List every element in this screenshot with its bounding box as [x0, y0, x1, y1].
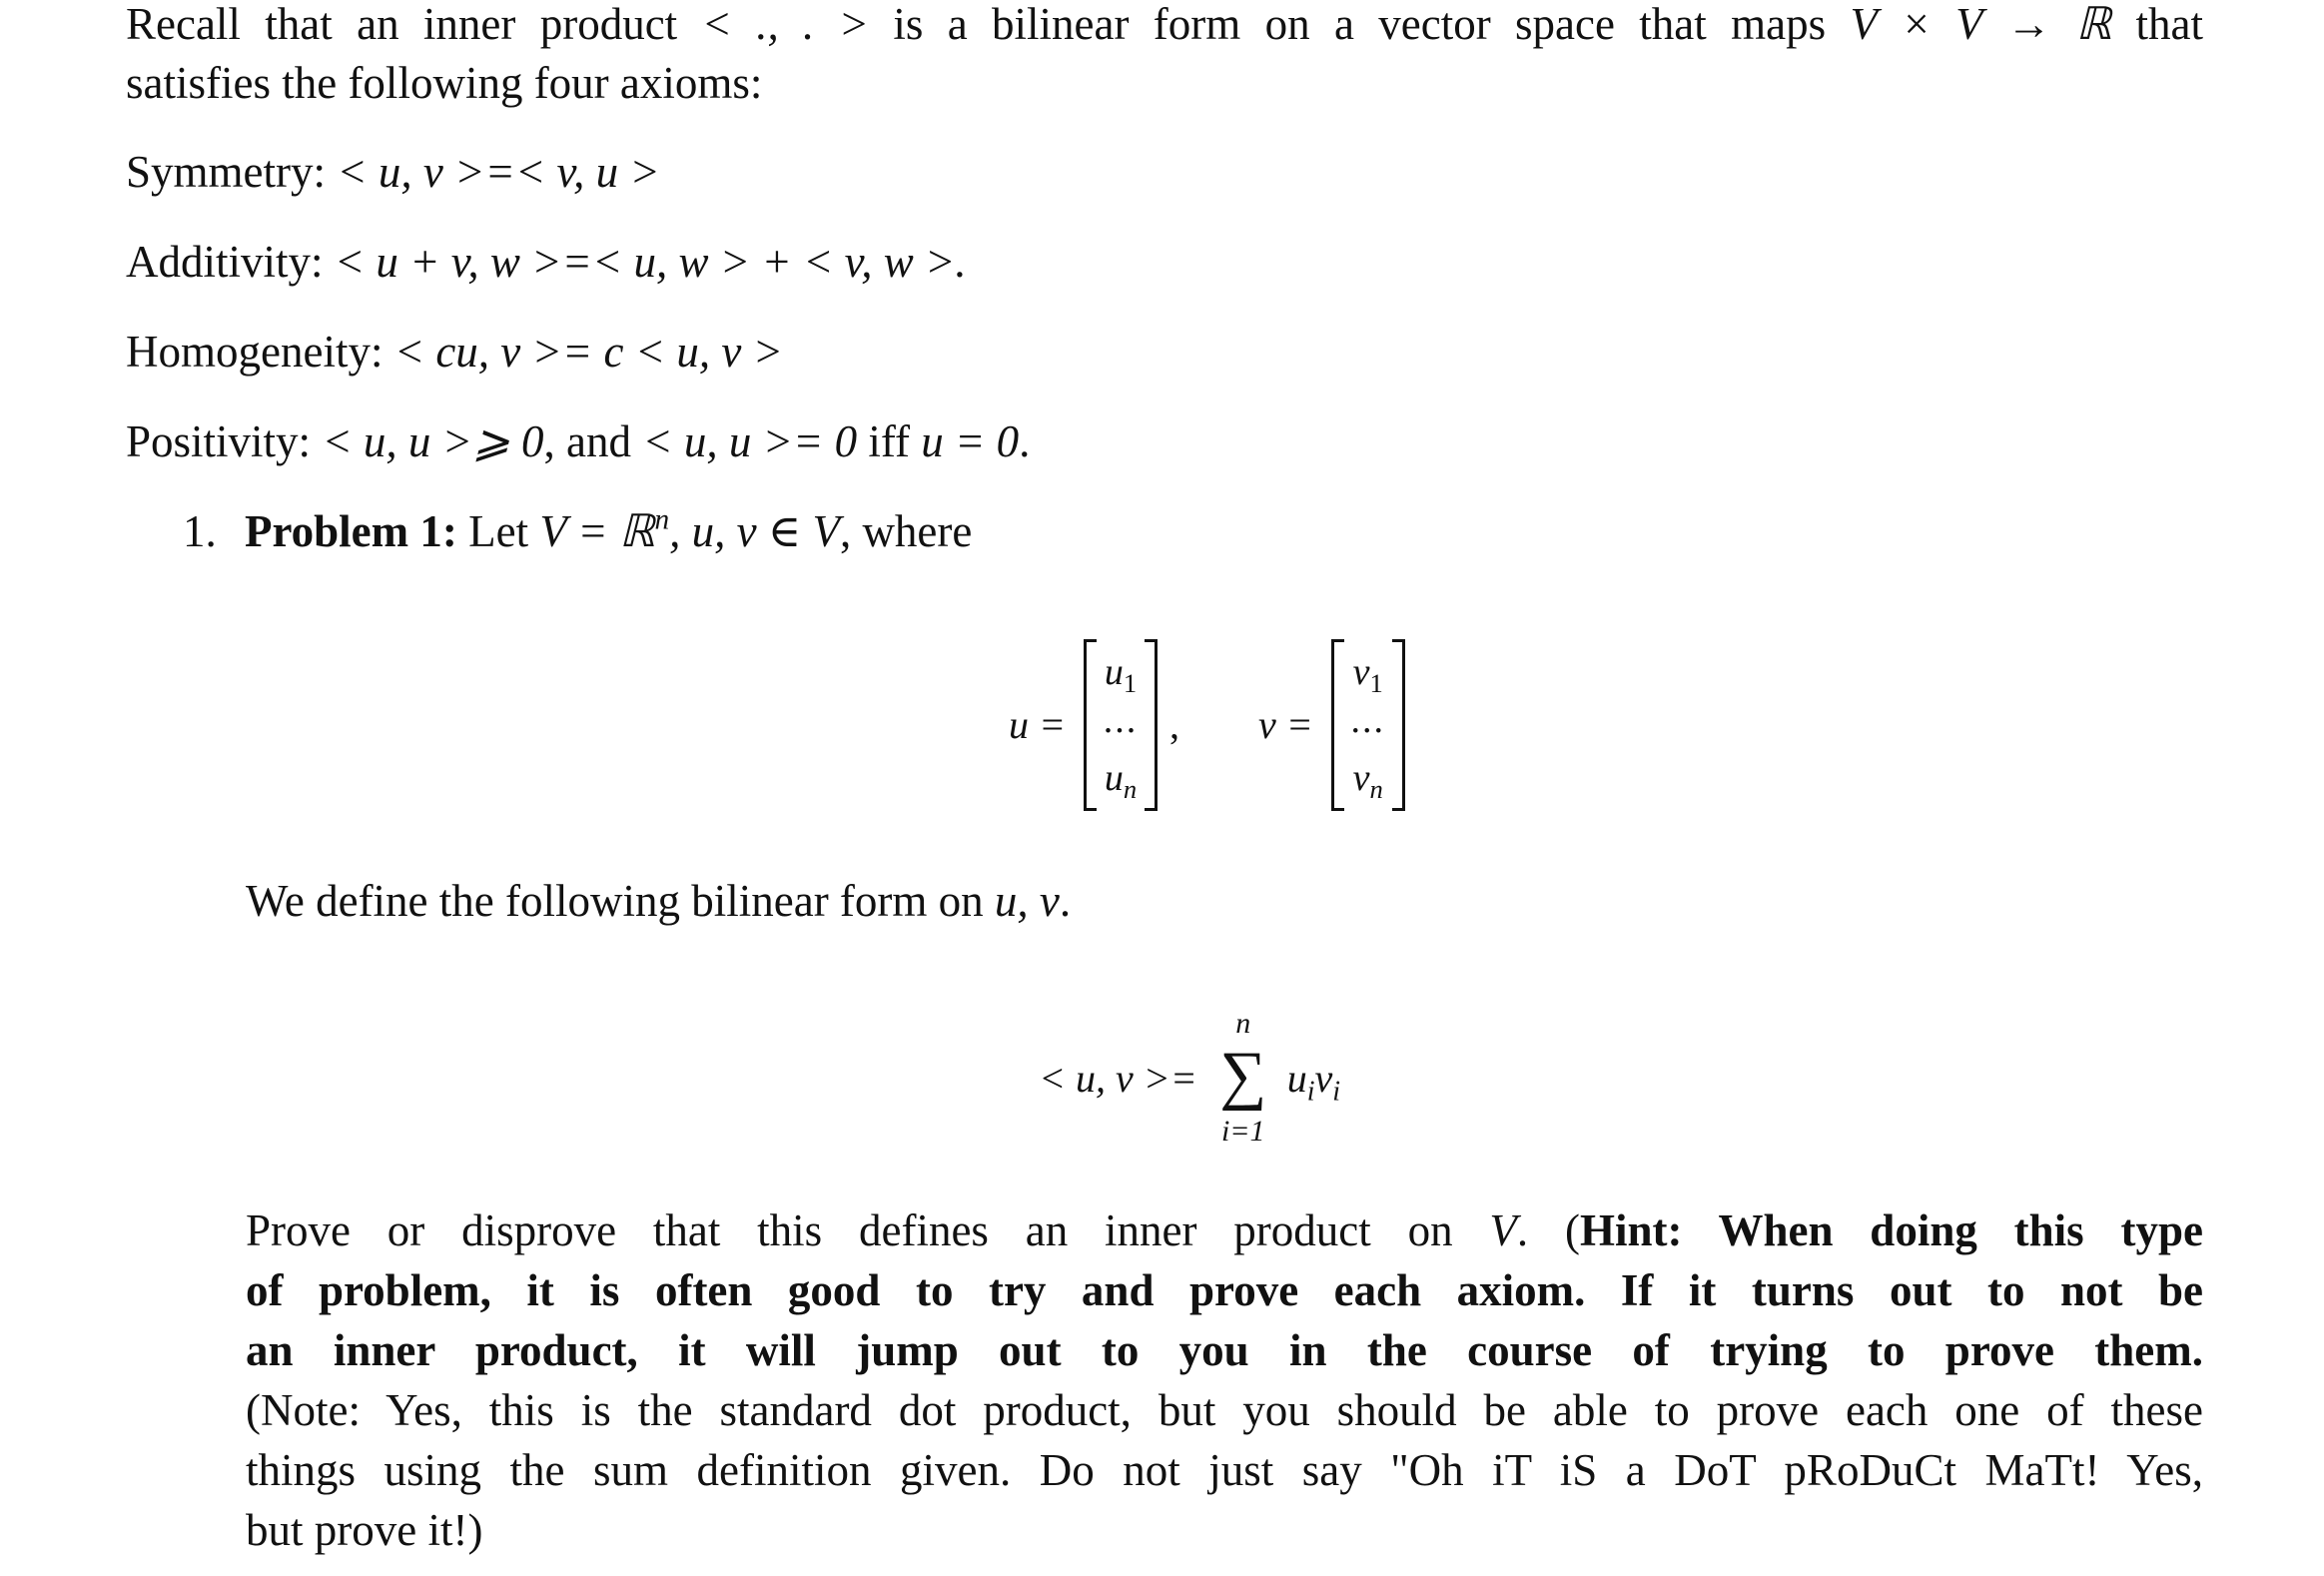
entry: u: [1104, 757, 1124, 799]
vector-v-matrix: [1331, 639, 1405, 811]
problem-number: 1.: [183, 506, 217, 556]
axiom-additivity: [126, 237, 967, 287]
vector-u-first: [1084, 651, 1158, 698]
axiom-expression: < cu, v >= c < u, v >: [393, 327, 783, 377]
sum-upper-limit: n: [1235, 1007, 1251, 1040]
axiom-expression: < u, u >= 0: [642, 416, 858, 466]
axiom-label: Symmetry:: [126, 147, 338, 197]
sigma-symbol: ∑: [1219, 1039, 1267, 1112]
bilinear-period: .: [1059, 876, 1072, 926]
summation-operator: [1207, 1009, 1279, 1149]
vector-v-lhs: v =: [1258, 702, 1313, 747]
axiom-expression: u = 0: [921, 416, 1020, 466]
axiom-label: Additivity:: [126, 237, 335, 287]
entry: u: [1104, 651, 1124, 693]
hint-text: Hint: When doing this type: [1579, 1205, 2203, 1255]
sum-lhs: < u, v >=: [1039, 1056, 1197, 1101]
vector-u-ellipsis: ...: [1103, 699, 1139, 741]
axiom-symmetry: [126, 147, 660, 197]
vector-v-ellipsis: ...: [1350, 699, 1385, 741]
axiom-connector: , and: [543, 416, 643, 466]
axiom-label: Positivity:: [126, 416, 323, 466]
bilinear-vars: u, v: [994, 876, 1060, 926]
inner-product-symbol: < ., . >: [701, 0, 870, 49]
intro-text-b: is a bilinear form on a vector space that maps: [869, 0, 1851, 49]
prove-line-3: an inner product, it will jump out to you in the course of trying to prove them.: [246, 1325, 2203, 1375]
sum-definition: [1039, 1009, 1340, 1149]
axiom-expression: < u + v, w >=< u, w > + < v, w >.: [334, 237, 967, 287]
sum-lower-limit: i=1: [1220, 1115, 1265, 1148]
prove-line-6: but prove it!): [246, 1505, 483, 1555]
axiom-homogeneity: [126, 327, 783, 377]
axiom-connector: iff: [857, 416, 922, 466]
vector-u-definition: [1009, 639, 1179, 811]
entry-subscript: n: [1123, 773, 1138, 804]
problem-where: , where: [839, 506, 973, 556]
prove-line-2: of problem, it is often good to try and prove each axiom. If it turns out to not be: [246, 1265, 2203, 1315]
intro-line-1: [126, 2, 2203, 47]
term-u-subscript: i: [1306, 1076, 1315, 1108]
prove-text: Prove or disprove that this defines an inner product on: [246, 1205, 1490, 1255]
axiom-period: .: [1019, 416, 1031, 466]
entry-subscript: 1: [1123, 667, 1138, 698]
vector-v-first: [1331, 651, 1405, 698]
prove-line-5: things using the sum definition given. Do not just say "Oh iT iS a DoT pRoDuCt MaTt! Yes,: [246, 1445, 2203, 1495]
entry-subscript: 1: [1369, 667, 1383, 698]
problem-space: V = ℝ: [539, 506, 655, 556]
prove-space-V: V: [1489, 1205, 1517, 1255]
axiom-positivity: [126, 416, 1031, 466]
vector-v-last: [1331, 757, 1405, 804]
term-v-subscript: i: [1332, 1076, 1341, 1108]
intro-text-c: that: [2111, 0, 2203, 49]
prove-text: . (: [1516, 1205, 1580, 1255]
axiom-expression: < u, u >⩾ 0: [322, 416, 544, 466]
problem-heading: [183, 503, 973, 556]
bilinear-sentence: [246, 876, 1072, 926]
intro-text-a: Recall that an inner product: [126, 0, 702, 49]
entry: v: [1352, 757, 1370, 799]
axiom-label: Homogeneity:: [126, 327, 394, 377]
vector-v-definition: [1258, 639, 1409, 811]
problem-space-exponent: n: [654, 503, 670, 536]
prove-line-1: [246, 1205, 2203, 1255]
vector-u-matrix: [1084, 639, 1158, 811]
entry-subscript: n: [1369, 773, 1383, 804]
map-expression: V × V → ℝ: [1850, 0, 2112, 49]
term-u: u: [1286, 1056, 1307, 1101]
axiom-expression: < u, v >=< v, u >: [337, 147, 660, 197]
problem-let: Let: [456, 506, 540, 556]
vector-u-lhs: u =: [1009, 702, 1066, 747]
prove-line-4: (Note: Yes, this is the standard dot product, but you should be able to prove each one of these: [246, 1385, 2203, 1435]
problem-members: , u, v ∈ V: [669, 506, 840, 556]
entry: v: [1352, 651, 1370, 693]
sum-term: [1286, 1056, 1341, 1108]
term-v: v: [1314, 1056, 1333, 1101]
vector-u-last: [1084, 757, 1158, 804]
intro-line-2: satisfies the following four axioms:: [126, 58, 763, 108]
vector-separator: ,: [1169, 702, 1179, 747]
bilinear-text: We define the following bilinear form on: [246, 876, 995, 926]
problem-title: Problem 1:: [245, 506, 457, 556]
